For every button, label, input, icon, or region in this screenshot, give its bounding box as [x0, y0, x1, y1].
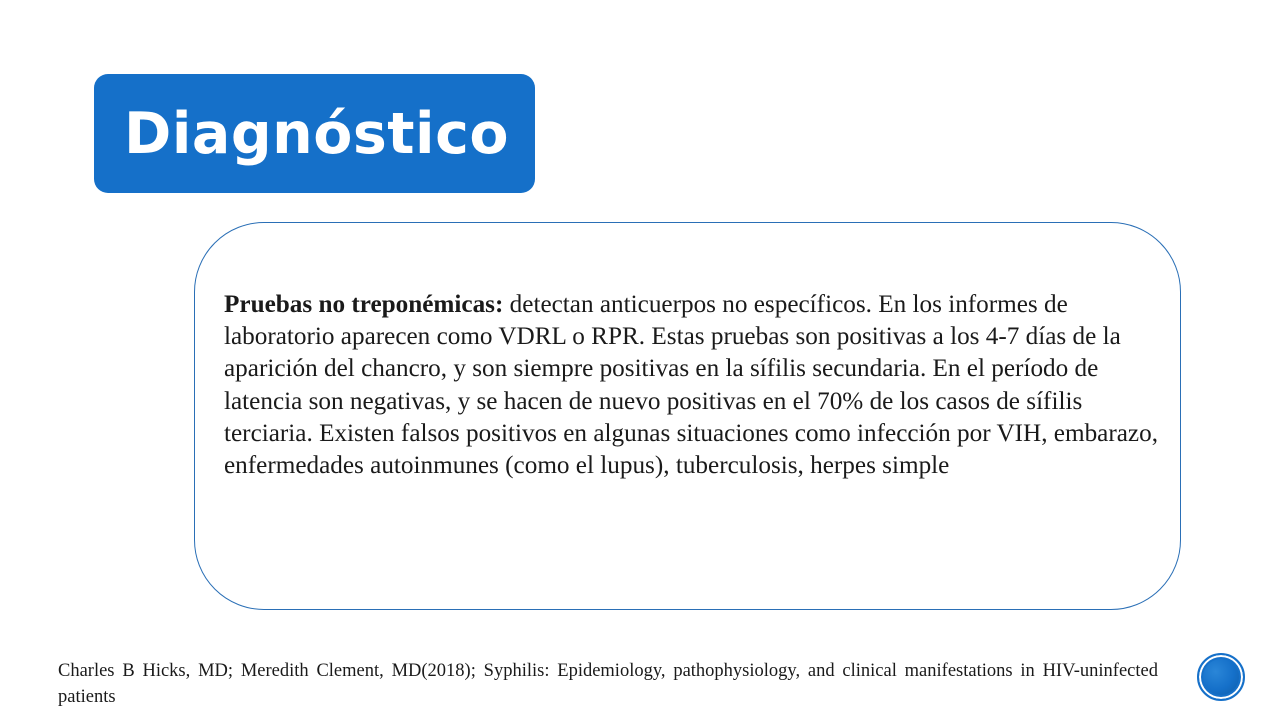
content-box	[194, 222, 1181, 610]
content-body: detectan anticuerpos no específicos. En los informes de laboratorio aparecen como VDRL o RPR. Estas pruebas son positivas a los 4-7 días de la aparición del chancro, y son siempre positivas en la sífilis secundaria. En el período de latencia son negativas, y se hacen de nuevo positivas en el 70% de los casos de sífilis terciaria. Existen falsos positivos en algunas situaciones como infección por VIH, embarazo, enfermedades autoinmunes (como el lupus), tuberculosis, herpes simple	[224, 291, 1158, 480]
citation-text: Charles B Hicks, MD; Meredith Clement, MD(2018); Syphilis: Epidemiology, pathophysiology, and clinical manifestations in HIV-uninfected patients	[58, 661, 1158, 707]
content-label: Pruebas no treponémicas:	[224, 291, 504, 318]
content-paragraph	[224, 289, 1159, 482]
slide-title: Diagnóstico	[124, 100, 510, 167]
circle-nav-icon-fill	[1203, 659, 1239, 695]
circle-nav-icon[interactable]	[1197, 653, 1245, 701]
title-banner	[94, 74, 535, 193]
